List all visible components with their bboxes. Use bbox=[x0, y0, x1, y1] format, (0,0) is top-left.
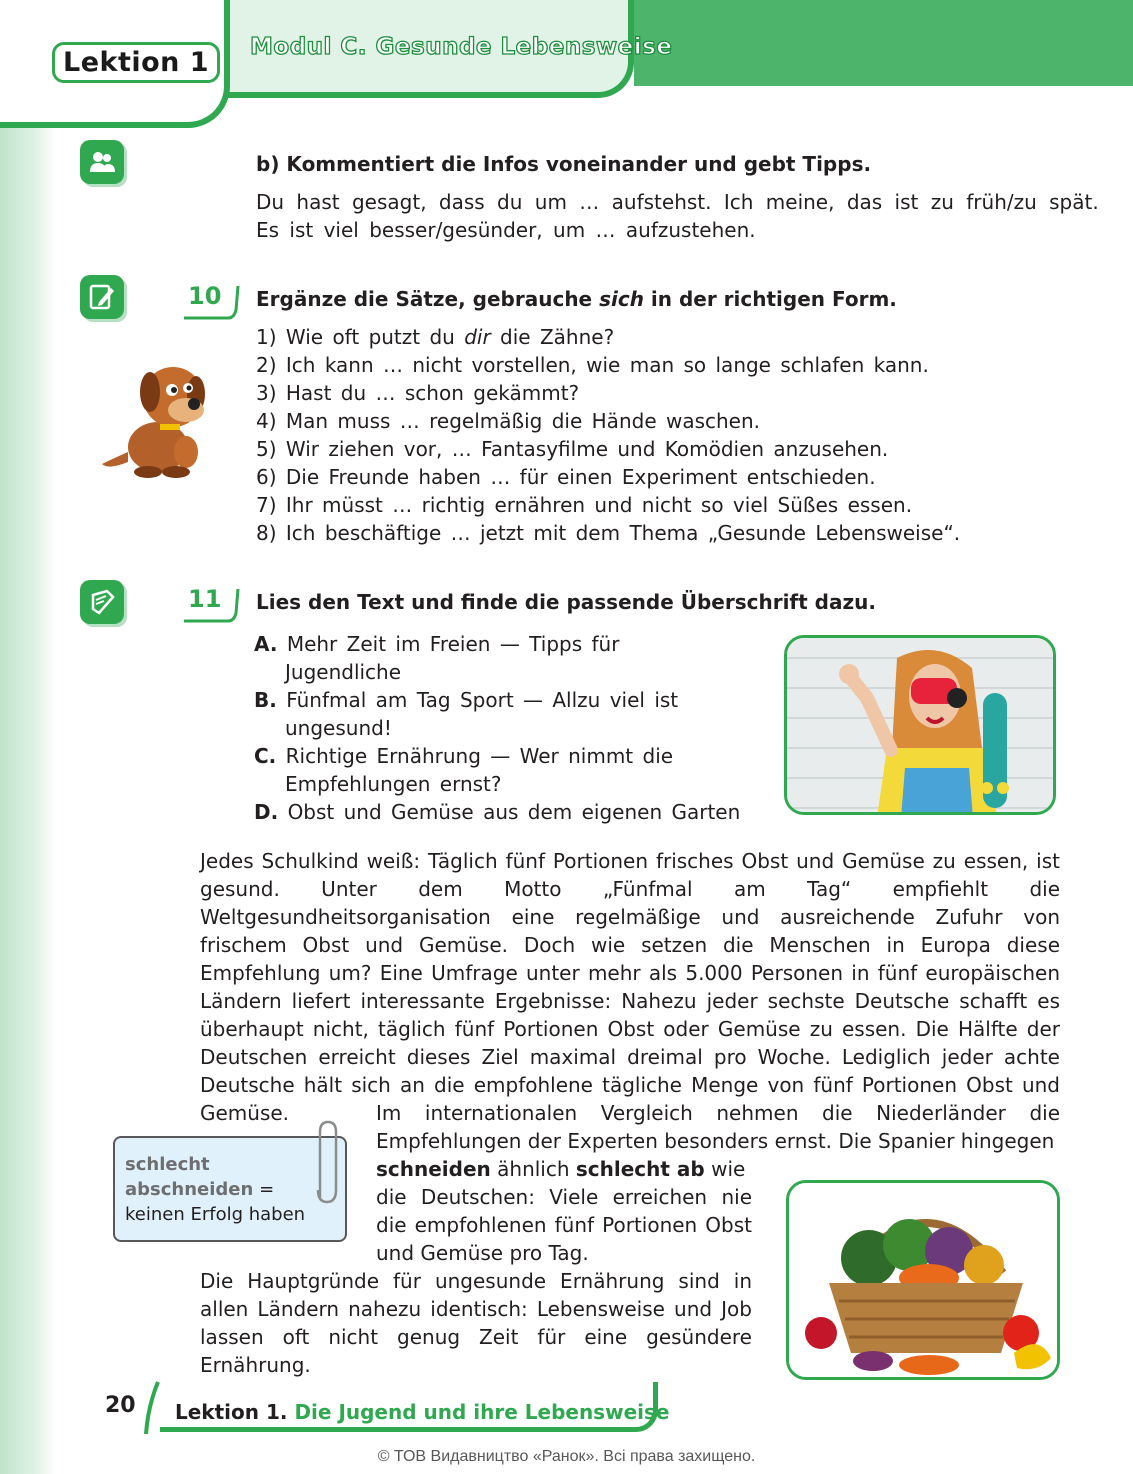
task-10-list bbox=[256, 323, 960, 547]
page-number: 20 bbox=[105, 1393, 136, 1418]
lektion-badge: Lektion 1 bbox=[52, 42, 220, 83]
task-10-item: 4) Man muss … regelmäßig die Hände waschen. bbox=[256, 409, 761, 433]
book-icon bbox=[80, 580, 124, 624]
task-11-options bbox=[254, 630, 754, 826]
footer-title: Lektion 1. Die Jugend und ihre Lebensweise bbox=[175, 1400, 670, 1424]
dog-illustration bbox=[98, 352, 228, 482]
task-11-number-label: 11 bbox=[188, 585, 222, 613]
pencil-icon bbox=[80, 275, 124, 319]
paperclip-icon bbox=[312, 1118, 342, 1208]
vegetable-basket-photo bbox=[786, 1180, 1060, 1380]
note-term-line2: abschneiden = bbox=[125, 1179, 275, 1200]
task-10-heading: Ergänze die Sätze, gebrauche sich in der richtigen Form. bbox=[256, 287, 897, 311]
text-paragraph-2c: die Deutschen: Viele erreichen nie die empfohlenen fünf Portionen Obst und Gemüse pro Tag. bbox=[376, 1185, 752, 1265]
note-term-line1: schlecht bbox=[125, 1154, 210, 1175]
modul-title: Modul C. Gesunde Lebensweise bbox=[250, 34, 673, 60]
task-11-number bbox=[182, 585, 242, 625]
option-d: D. Obst und Gemüse aus dem eigenen Garten bbox=[254, 800, 741, 824]
girl-skateboard-photo bbox=[784, 635, 1056, 815]
text-paragraph-3: Die Hauptgründe für ungesunde Ernährung sind in allen Ländern nahezu identisch: Lebensweise und Job lassen oft nicht genug Zeit für eine gesündere Ernährung. bbox=[200, 1269, 752, 1377]
text-paragraph-2b: schneiden ähnlich schlecht ab wie bbox=[376, 1157, 746, 1181]
task-10-item: 7) Ihr müsst … richtig ernähren und nicht so viel Süßes essen. bbox=[256, 493, 913, 517]
task-10-item: 2) Ich kann … nicht vorstellen, wie man so lange schlafen kann. bbox=[256, 353, 929, 377]
task-10-number bbox=[182, 282, 242, 322]
group-icon bbox=[80, 140, 124, 184]
option-c: C. Richtige Ernährung — Wer nimmt die bbox=[254, 744, 674, 768]
task-10-number-label: 10 bbox=[188, 282, 222, 310]
task-10-item: 3) Hast du … schon gekämmt? bbox=[256, 381, 580, 405]
option-b: B. Fünfmal am Tag Sport — Allzu viel ist bbox=[254, 688, 679, 712]
task-10-item: 5) Wir ziehen vor, … Fantasyfilme und Komödien anzusehen. bbox=[256, 437, 889, 461]
task-b-text bbox=[256, 188, 1099, 244]
text-paragraph-1: Jedes Schulkind weiß: Täglich fünf Portionen frisches Obst und Gemüse zu essen, ist gesund. Unter dem Motto „Fünfmal am Tag“ empfiehlt die Weltgesundheitsorganisation eine regelmäßige und ausreichende Zufuhr von frischem Obst und Gemüse. Doch wie setzen die Menschen in Europa diese Empfehlung um? Eine Umfrage unter mehr als 5.000 Personen in fünf europäischen Ländern liefert interessante Ergebnisse: Nahezu jeder sechste Deutsche schafft es überhaupt nicht, täglich fünf Portionen Obst oder Gemüse zu essen. Die Hälfte der Deutschen erreicht dieses Ziel maximal dreimal pro Woche. Lediglich jeder achte Deutsche hält sich an die empfohlene tägliche Menge von fünf Portionen Obst und Gemüse. bbox=[200, 849, 1060, 1125]
task-10-item: 8) Ich beschäftige … jetzt mit dem Thema „Gesunde Lebensweise“. bbox=[256, 521, 961, 545]
option-b-cont: ungesund! bbox=[285, 716, 392, 740]
task-10-item: 6) Die Freunde haben … für einen Experiment entschieden. bbox=[256, 465, 876, 489]
side-band bbox=[0, 0, 55, 1474]
note-meaning: keinen Erfolg haben bbox=[125, 1204, 306, 1225]
option-a: A. Mehr Zeit im Freien — Tipps für bbox=[254, 632, 620, 656]
text-paragraph-2a: Im internationalen Vergleich nehmen die Niederländer die Empfehlungen der Experten besonders ernst. Die Spanier hingegen bbox=[376, 1101, 1060, 1153]
option-c-cont: Empfehlungen ernst? bbox=[285, 772, 502, 796]
header-band bbox=[634, 0, 1133, 86]
task-b-heading: b) Kommentiert die Infos voneinander und gebt Tipps. bbox=[256, 152, 872, 176]
task-b-line: Du hast gesagt, dass du um … aufstehst. Ich meine, das ist zu früh/zu spät. bbox=[256, 190, 1099, 214]
task-11-heading: Lies den Text und finde die passende Überschrift dazu. bbox=[256, 590, 876, 614]
task-b-line: Es ist viel besser/gesünder, um … aufzustehen. bbox=[256, 218, 756, 242]
option-a-cont: Jugendliche bbox=[285, 660, 402, 684]
copyright: © ТОВ Видавництво «Ранок». Всі права захищено. bbox=[377, 1448, 756, 1465]
task-10-item: 1) Wie oft putzt du dir die Zähne? bbox=[256, 325, 615, 349]
